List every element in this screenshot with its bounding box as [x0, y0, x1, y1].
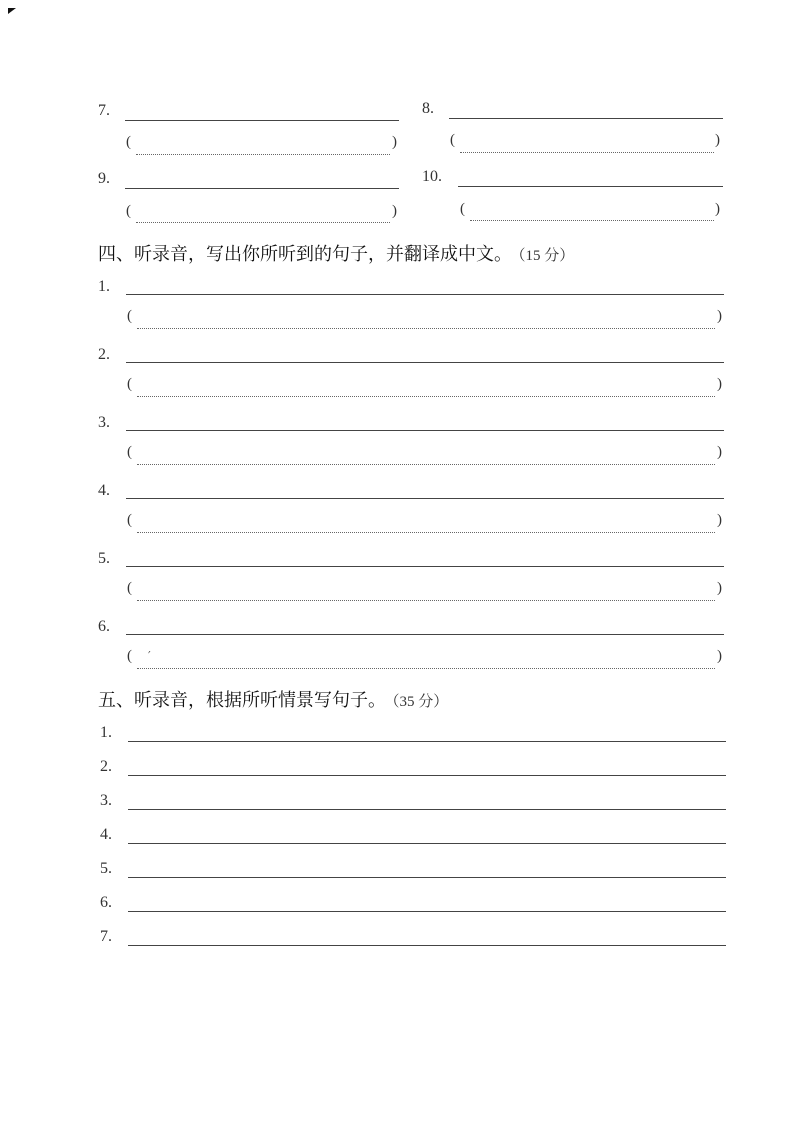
translation-line[interactable] [470, 220, 714, 221]
paren-open: ( [126, 134, 131, 150]
answer-line[interactable] [458, 186, 723, 187]
sentence-line[interactable] [128, 877, 726, 878]
answer-line[interactable] [125, 188, 399, 189]
item-number: 7. [100, 928, 112, 945]
item-number: 3. [100, 792, 112, 809]
translation-line[interactable] [137, 328, 715, 329]
sentence-line[interactable] [126, 430, 724, 431]
translation-line[interactable] [460, 152, 714, 153]
translation-line[interactable] [137, 464, 715, 465]
paren-close: ) [717, 444, 722, 460]
paren-close: ) [717, 308, 722, 324]
sentence-line[interactable] [126, 566, 724, 567]
translation-line[interactable] [136, 154, 390, 155]
item-number: 8. [422, 100, 434, 117]
paren-close: ) [392, 203, 397, 219]
paren-open: ( [127, 648, 132, 664]
sentence-line[interactable] [128, 843, 726, 844]
item-number: 5. [98, 550, 110, 567]
item-number: 2. [98, 346, 110, 363]
sentence-line[interactable] [126, 634, 724, 635]
section-five-title: 五、听录音，根据所听情景写句子。 [98, 690, 386, 711]
translation-line[interactable] [137, 668, 715, 669]
section-four-title: 四、听录音，写出你所听到的句子，并翻译成中文。 [98, 244, 512, 265]
item-number: 3. [98, 414, 110, 431]
section-five-heading [98, 686, 448, 712]
sentence-line[interactable] [126, 498, 724, 499]
paren-close: ) [715, 132, 720, 148]
sentence-line[interactable] [128, 945, 726, 946]
sentence-line[interactable] [126, 294, 724, 295]
pencil-mark: ′ [148, 649, 151, 663]
section-four-heading [98, 240, 574, 266]
paren-open: ( [127, 308, 132, 324]
paren-close: ) [717, 648, 722, 664]
answer-line[interactable] [125, 120, 399, 121]
item-number: 6. [98, 618, 110, 635]
item-number: 4. [98, 482, 110, 499]
paren-close: ) [715, 201, 720, 217]
sentence-line[interactable] [128, 809, 726, 810]
item-number: 1. [100, 724, 112, 741]
paren-open: ( [450, 132, 455, 148]
paren-close: ) [717, 376, 722, 392]
translation-line[interactable] [137, 600, 715, 601]
paren-open: ( [460, 201, 465, 217]
paren-open: ( [127, 376, 132, 392]
item-number: 6. [100, 894, 112, 911]
paren-close: ) [392, 134, 397, 150]
paren-open: ( [127, 580, 132, 596]
sentence-line[interactable] [128, 911, 726, 912]
item-number: 1. [98, 278, 110, 295]
sentence-line[interactable] [128, 741, 726, 742]
answer-line[interactable] [449, 118, 723, 119]
corner-registration-mark [8, 8, 16, 14]
paren-close: ) [717, 580, 722, 596]
translation-line[interactable] [137, 396, 715, 397]
translation-line[interactable] [137, 532, 715, 533]
item-number: 9. [98, 170, 110, 187]
paren-open: ( [127, 444, 132, 460]
item-number: 2. [100, 758, 112, 775]
item-number: 7. [98, 102, 110, 119]
paren-close: ) [717, 512, 722, 528]
sentence-line[interactable] [126, 362, 724, 363]
item-number: 5. [100, 860, 112, 877]
item-number: 10. [422, 168, 442, 185]
section-four-score: （15 分） [518, 248, 575, 264]
paren-open: ( [126, 203, 131, 219]
paren-open: ( [127, 512, 132, 528]
item-number: 4. [100, 826, 112, 843]
translation-line[interactable] [136, 222, 390, 223]
sentence-line[interactable] [128, 775, 726, 776]
section-five-score: （35 分） [392, 694, 449, 710]
